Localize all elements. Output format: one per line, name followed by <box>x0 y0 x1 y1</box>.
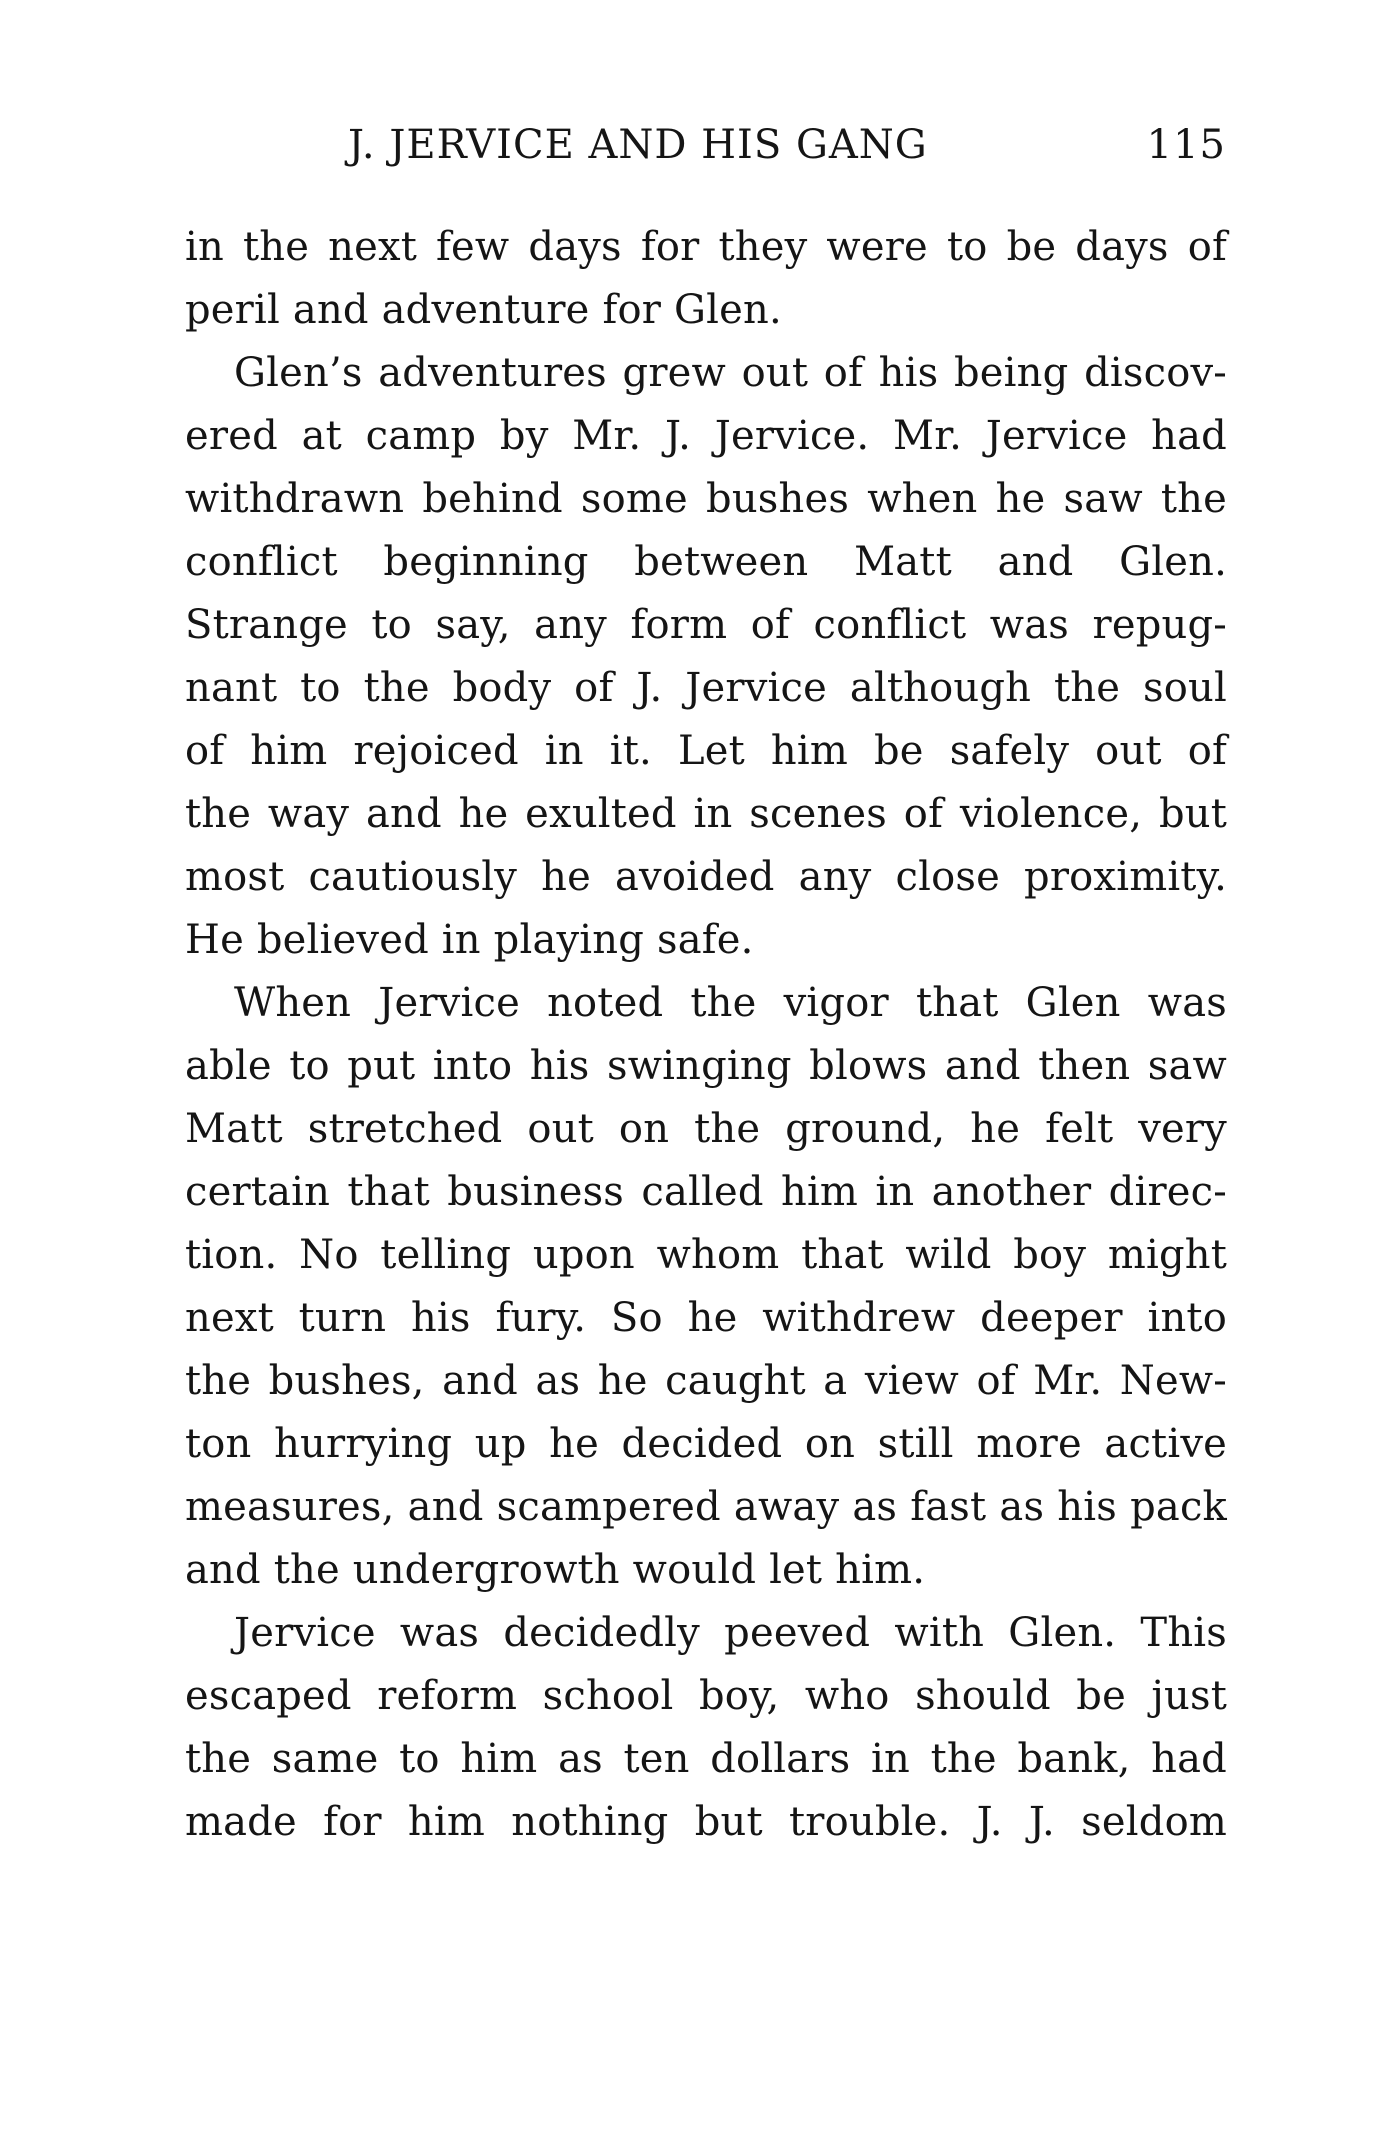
text-line: escaped reform school boy, who should be just <box>185 1673 1227 1719</box>
text-line: tion. No telling upon whom that wild boy might <box>185 1232 1227 1278</box>
text-line: next turn his fury. So he withdrew deeper into <box>185 1295 1227 1341</box>
text-line: able to put into his swinging blows and then saw <box>185 1043 1227 1089</box>
text-line: ton hurrying up he decided on still more active <box>185 1421 1227 1467</box>
paragraph-2 <box>185 342 1227 972</box>
paragraph-1 <box>185 216 1227 342</box>
text-line: peril and adventure for Glen. <box>185 287 782 333</box>
page-number: 115 <box>1146 122 1226 168</box>
text-line: the bushes, and as he caught a view of Mr. New- <box>185 1358 1227 1404</box>
paragraph-3 <box>185 972 1227 1602</box>
text-line: measures, and scampered away as fast as his pack <box>185 1484 1227 1530</box>
text-line: and the undergrowth would let him. <box>185 1547 926 1593</box>
text-line: Matt stretched out on the ground, he felt very <box>185 1106 1227 1152</box>
text-line: the same to him as ten dollars in the bank, had <box>185 1736 1227 1782</box>
text-line: Glen’s adventures grew out of his being discov- <box>234 350 1227 396</box>
text-line: conflict beginning between Matt and Glen. <box>185 539 1227 585</box>
running-title: J. JERVICE AND HIS GANG <box>348 122 928 168</box>
text-line: He believed in playing safe. <box>185 917 754 963</box>
text-line: Jervice was decidedly peeved with Glen. This <box>234 1610 1227 1656</box>
text-line: Strange to say, any form of conflict was repug- <box>185 602 1227 648</box>
text-line: of him rejoiced in it. Let him be safely out of <box>185 728 1227 774</box>
text-line: certain that business called him in another direc- <box>185 1169 1227 1215</box>
text-line: in the next few days for they were to be days of <box>185 224 1227 270</box>
text-line: When Jervice noted the vigor that Glen was <box>234 980 1227 1026</box>
text-line: withdrawn behind some bushes when he saw the <box>185 476 1227 522</box>
body-text <box>185 216 1227 1854</box>
text-line: most cautiously he avoided any close proximity. <box>185 854 1227 900</box>
text-line: nant to the body of J. Jervice although the soul <box>185 665 1227 711</box>
text-line: the way and he exulted in scenes of violence, but <box>185 791 1227 837</box>
text-line: made for him nothing but trouble. J. J. seldom <box>185 1799 1227 1845</box>
text-line: ered at camp by Mr. J. Jervice. Mr. Jervice had <box>185 413 1227 459</box>
paragraph-4 <box>185 1602 1227 1854</box>
running-head <box>348 122 1226 182</box>
